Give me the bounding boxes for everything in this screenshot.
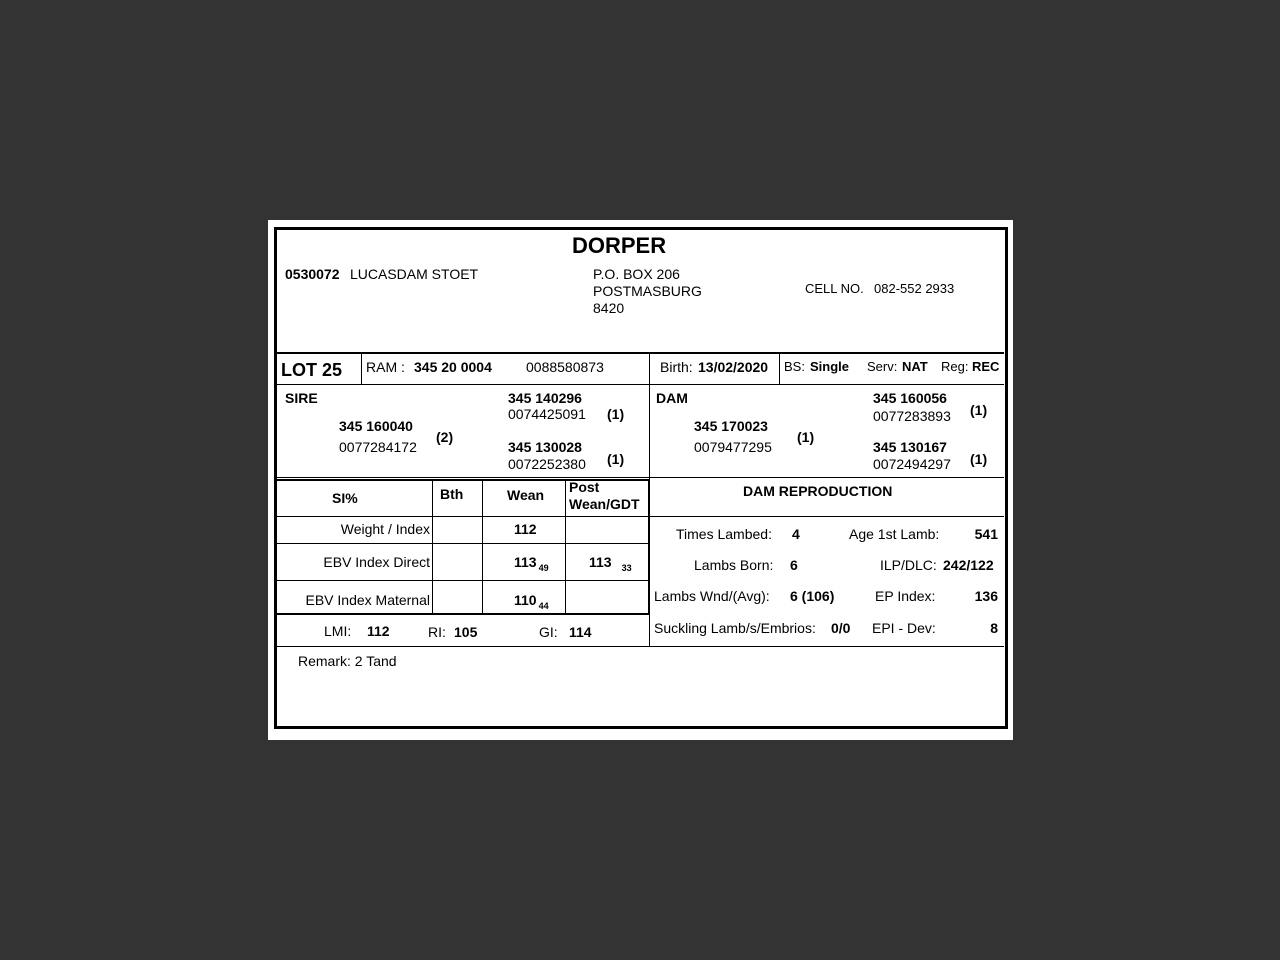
lot-number: LOT 25 [281,360,343,380]
lambs-born-label: Lambs Born: [694,557,774,573]
bs-label: BS: [784,359,805,374]
si-col-divider-3 [565,479,566,614]
gi-label: GI: [539,624,558,640]
dam-sire-id: 345 160056 [873,390,947,406]
sire-dam-id: 345 130028 [508,439,582,455]
owner-code: 0530072 [285,266,340,282]
divider-lot-ram [361,353,362,384]
address-line-3: 8420 [593,300,625,316]
address-line-2: POSTMASBURG [593,283,702,299]
ep-index-value: 136 [974,588,998,604]
si-header: SI% [332,490,358,506]
dam-reproduction-title: DAM REPRODUCTION [743,483,893,499]
si-maternal-wean-accuracy: 44 [538,601,549,611]
dam-label: DAM [656,390,688,406]
lmi-label: LMI: [324,623,352,639]
lambs-weaned-label: Lambs Wnd/(Avg): [654,588,770,604]
dam-sire-reg: 0077283893 [873,408,951,424]
post-wean-header-line2: Wean/GDT [569,496,640,512]
sire-sire-reg: 0074425091 [508,406,586,422]
divider-si-header [277,516,1004,517]
si-row-label-weight: Weight / Index [340,521,430,537]
dam-dam-id: 345 130167 [873,439,947,455]
sire-id: 345 160040 [339,418,413,434]
lambs-born-value: 6 [790,557,798,573]
age-first-lamb-value: 541 [974,526,998,542]
si-row-label-direct: EBV Index Direct [323,554,430,570]
si-maternal-wean: 110 $_{44}$ [514,592,549,611]
age-first-lamb-label: Age 1st Lamb: [849,526,940,542]
si-table-right [648,479,650,614]
cell-label: CELL NO. [805,281,864,296]
divider-si-row1 [277,543,649,544]
remark [298,653,397,669]
ep-index-label: EP Index: [875,588,936,604]
ram-reg-number: 0088580873 [526,359,604,375]
suckling-label: Suckling Lamb/s/Embrios: [654,620,816,636]
ram-label: RAM : [366,359,405,375]
epi-dev-value: 8 [990,620,998,636]
sire-label: SIRE [285,390,318,406]
remark-value: 2 Tand [354,653,397,669]
times-lambed-label: Times Lambed: [676,526,772,542]
times-lambed-value: 4 [792,526,800,542]
dam-dam-reg: 0072494297 [873,456,951,472]
lambs-weaned-value: 6 (106) [790,588,835,604]
sire-dam-reg: 0072252380 [508,456,586,472]
ri-label: RI: [428,624,446,640]
birth-date: 13/02/2020 [698,359,769,375]
dam-dam-count: (1) [970,451,988,467]
cell-number: 082-552 2933 [874,281,955,296]
serv-value: NAT [902,359,928,374]
ram-id: 345 20 0004 [414,359,492,375]
divider-birth-bs [779,353,780,384]
post-wean-header-line1: Post [569,479,600,495]
breed-title: DORPER [572,233,667,258]
ilp-dlc-value: 242/122 [943,557,994,573]
si-direct-wean-accuracy: 49 [538,563,549,573]
divider-header [277,352,1004,354]
si-direct-wean: 113 $_{49}$ [514,554,549,573]
reg-label: Reg: [941,359,969,374]
divider-si-row2 [277,580,649,581]
sire-sire-count: (1) [607,406,625,422]
address-line-1: P.O. BOX 206 [593,266,680,282]
bs-value: Single [810,359,850,374]
si-col-divider-1 [432,479,433,614]
ilp-dlc-label: ILP/DLC: [880,557,937,573]
sire-reg: 0077284172 [339,439,417,455]
si-direct-post: 113 $_{33}$ [589,554,632,573]
si-table-bottom [277,613,649,615]
dam-reg: 0079477295 [694,439,772,455]
divider-lot [277,384,1004,385]
divider-pedigree [277,477,1004,478]
sire-sire-id: 345 140296 [508,390,582,406]
remark-label: Remark: [298,653,351,669]
sire-count: (2) [436,429,454,445]
si-row-label-maternal: EBV Index Maternal [305,592,430,608]
epi-dev-label: EPI - Dev: [872,620,936,636]
divider-indexes [277,646,1004,647]
bth-header: Bth [440,486,464,502]
reg-value: REC [972,359,1000,374]
birth-label: Birth: [660,359,693,375]
si-direct-post-accuracy: 33 [621,563,632,573]
dam-count: (1) [797,429,815,445]
dam-id: 345 170023 [694,418,768,434]
owner-name: LUCASDAM STOET [350,266,479,282]
serv-label: Serv: [867,359,898,374]
ri-value: 105 [454,624,478,640]
dam-sire-count: (1) [970,402,988,418]
wean-header: Wean [507,487,545,503]
suckling-value: 0/0 [831,620,851,636]
lmi-value: 112 [367,623,390,639]
sire-dam-count: (1) [607,451,625,467]
si-col-divider-2 [482,479,483,614]
gi-value: 114 [569,624,592,640]
si-weight-wean: 112 [514,521,537,537]
